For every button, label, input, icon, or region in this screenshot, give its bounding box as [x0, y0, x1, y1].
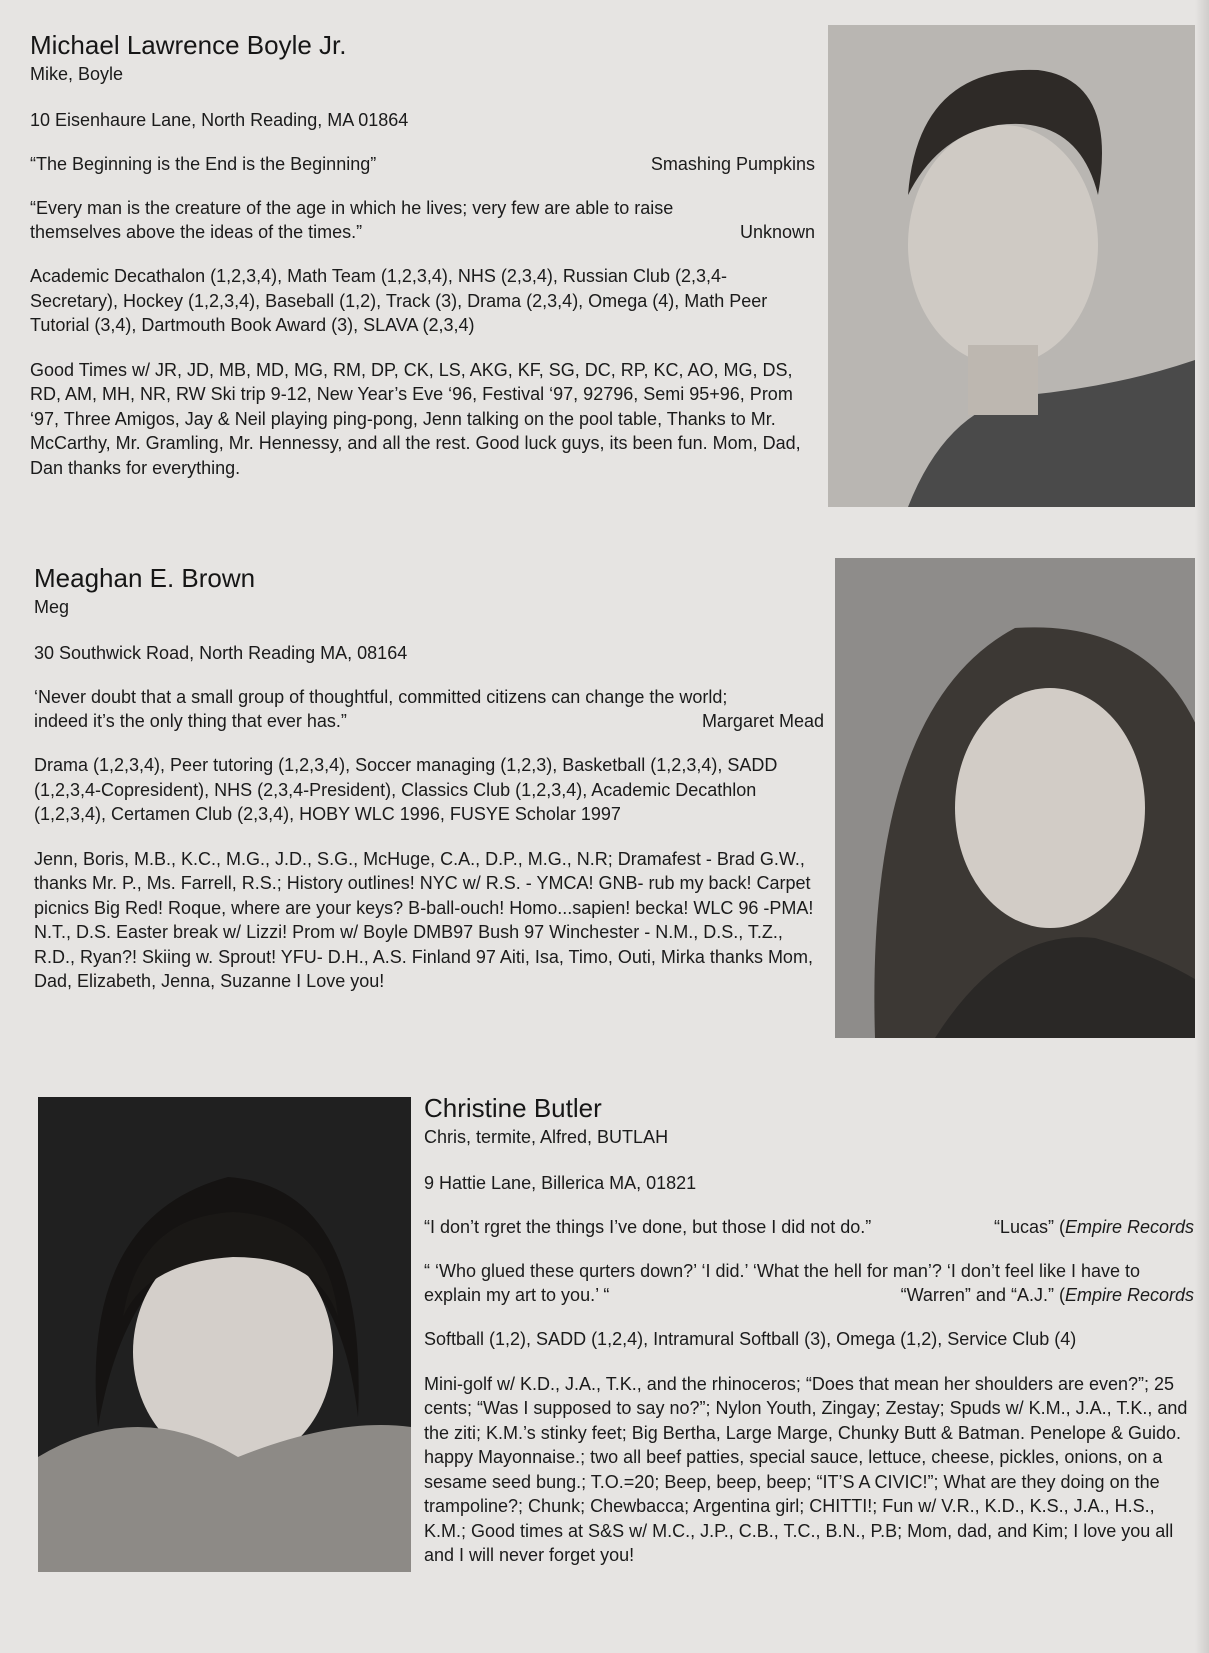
- quote: [424, 1259, 1194, 1307]
- activities: Academic Decathalon (1,2,3,4), Math Team (1,2,3,4), NHS (2,3,4), Russian Club (2,3,4-Secretary), Hockey (1,2,3,4), Baseball (1,2), Track (3), Drama (2,3,4), Omega (4), Math Peer Tutorial (3,4), Dartmouth Book Award (3), SLAVA (2,3,4): [30, 266, 768, 335]
- quote-attribution: Margaret Mead: [701, 711, 824, 731]
- address: 9 Hattie Lane, Billerica MA, 01821: [424, 1173, 697, 1193]
- portrait-photo: [828, 25, 1209, 507]
- entry-brown: [34, 563, 824, 994]
- memories: Good Times w/ JR, JD, MB, MD, MG, RM, DP, CK, LS, AKG, KF, SG, DC, RP, KC, AO, MG, DS, RD, AM, MH, NR, RW Ski trip 9-12, New Year’s Eve ‘96, Festival ‘97, 92796, Semi 95+96, Prom ‘97, Three Amigos, Jay & Neil playing ping-pong, Jenn talking on the pool table, Thanks to Mr. McCarthy, Mr. Gramling, Mr. Hennessy, and all the rest. Good luck guys, its been fun. Mom, Dad, Dan thanks for everything.: [30, 359, 801, 478]
- memories: Mini-golf w/ K.D., J.A., T.K., and the rhinoceros; “Does that mean her shoulders are even?”; 25 cents; “Was I supposed to say no?”; Nylon Youth, Zingay; Zestay; Spuds w/ K.M., J.A., T.K., and the ziti; K.M.’s stinky feet; Big Bertha, Large Marge, Chunky Butt & Batman. Penelope & Guido. happy Mayonnaise.; two all beef patties, special sauce, lettuce, cheese, pickles, onions, on a sesame seed bung.; T.O.=20; Beep, beep, beep; “IT’S A CIVIC!”; What are they doing on the trampoline?; Chunk; Chewbacca; Argentina girl; CHITTI!; Fun w/ V.R., K.D., K.S., J.A., H.S., K.M.; Good times at S&S w/ M.C., J.P., C.B., T.C., B.N., P.B; Mom, dad, and Kim; I love you all and I will never forget you!: [424, 1373, 1188, 1565]
- nicknames: Mike, Boyle: [30, 64, 124, 84]
- quote-attribution-source: Empire Records: [1064, 1285, 1194, 1305]
- activities: Drama (1,2,3,4), Peer tutoring (1,2,3,4), Soccer managing (1,2,3), Basketball (1,2,3,4), SADD (1,2,3,4-Copresident), NHS (2,3,4-President), Classics Club (1,2,3,4), Academic Decathlon (1,2,3,4), Certamen Club (2,3,4), HOBY WLC 1996, FUSYE Scholar 1997: [34, 755, 778, 824]
- quote: [424, 1215, 1194, 1239]
- quote-text: “Every man is the creature of the age in which he lives; very few are able to raise themselves above the ideas of the times.”: [30, 198, 674, 242]
- memories: Jenn, Boris, M.B., K.C., M.G., J.D., S.G., McHuge, C.A., D.P., M.G., N.R; Dramafest - Brad G.W., thanks Mr. P., Ms. Farrell, R.S.; History outlines! NYC w/ R.S. - YMCA! GNB- rub my back! Carpet picnics Big Red! Roque, where are your keys? B-ball-ouch! Homo...sapien! becka! WLC 96 -PMA! N.T., D.S. Easter break w/ Lizzi! Prom w/ Boyle DMB97 Bush 97 Winchester - N.M., D.S., T.Z., R.D., Ryan?! Skiing w. Sprout! YFU- D.H., A.S. Finland 97 Aiti, Isa, Timo, Outi, Mirka thanks Mom, Dad, Elizabeth, Jenna, Suzanne I Love you!: [34, 848, 814, 991]
- quote: [34, 685, 824, 733]
- quote-text: ‘Never doubt that a small group of thoughtful, committed citizens can change the world; indeed it’s the only thing that ever has.”: [34, 687, 728, 731]
- quote: [30, 152, 815, 176]
- page-edge: [1195, 0, 1209, 1653]
- quote-attribution: [994, 1215, 1194, 1239]
- portrait-photo: [835, 558, 1209, 1038]
- quote-attribution-name: “Warren” and “A.J.” (: [900, 1285, 1065, 1305]
- quote-attribution-name: “Lucas” (: [993, 1217, 1065, 1237]
- entry-boyle: [30, 30, 815, 480]
- student-name: Meaghan E. Brown: [34, 563, 256, 593]
- student-name: Christine Butler: [424, 1093, 602, 1123]
- quote-text: “The Beginning is the End is the Beginning”: [30, 154, 377, 174]
- quote-attribution-source: Empire Records: [1064, 1217, 1194, 1237]
- address: 10 Eisenhaure Lane, North Reading, MA 01864: [30, 110, 409, 130]
- quote-text: “ ‘Who glued these qurters down?’ ‘I did.’ ‘What the hell for man’? ‘I don’t feel like I have to explain my art to you.’ “: [424, 1261, 1141, 1305]
- quote-attribution: Unknown: [739, 222, 815, 242]
- quote-text: “I don’t rgret the things I’ve done, but those I did not do.”: [424, 1217, 872, 1237]
- portrait-photo: [38, 1097, 411, 1572]
- nicknames: Chris, termite, Alfred, BUTLAH: [424, 1127, 669, 1147]
- quote-attribution: Smashing Pumpkins: [650, 154, 815, 174]
- quote-attribution: [901, 1283, 1194, 1307]
- activities: Softball (1,2), SADD (1,2,4), Intramural Softball (3), Omega (1,2), Service Club (4): [424, 1329, 1077, 1349]
- entry-butler: [424, 1093, 1194, 1568]
- student-name: Michael Lawrence Boyle Jr.: [30, 30, 347, 60]
- nicknames: Meg: [34, 597, 70, 617]
- quote: [30, 196, 815, 244]
- address: 30 Southwick Road, North Reading MA, 08164: [34, 643, 408, 663]
